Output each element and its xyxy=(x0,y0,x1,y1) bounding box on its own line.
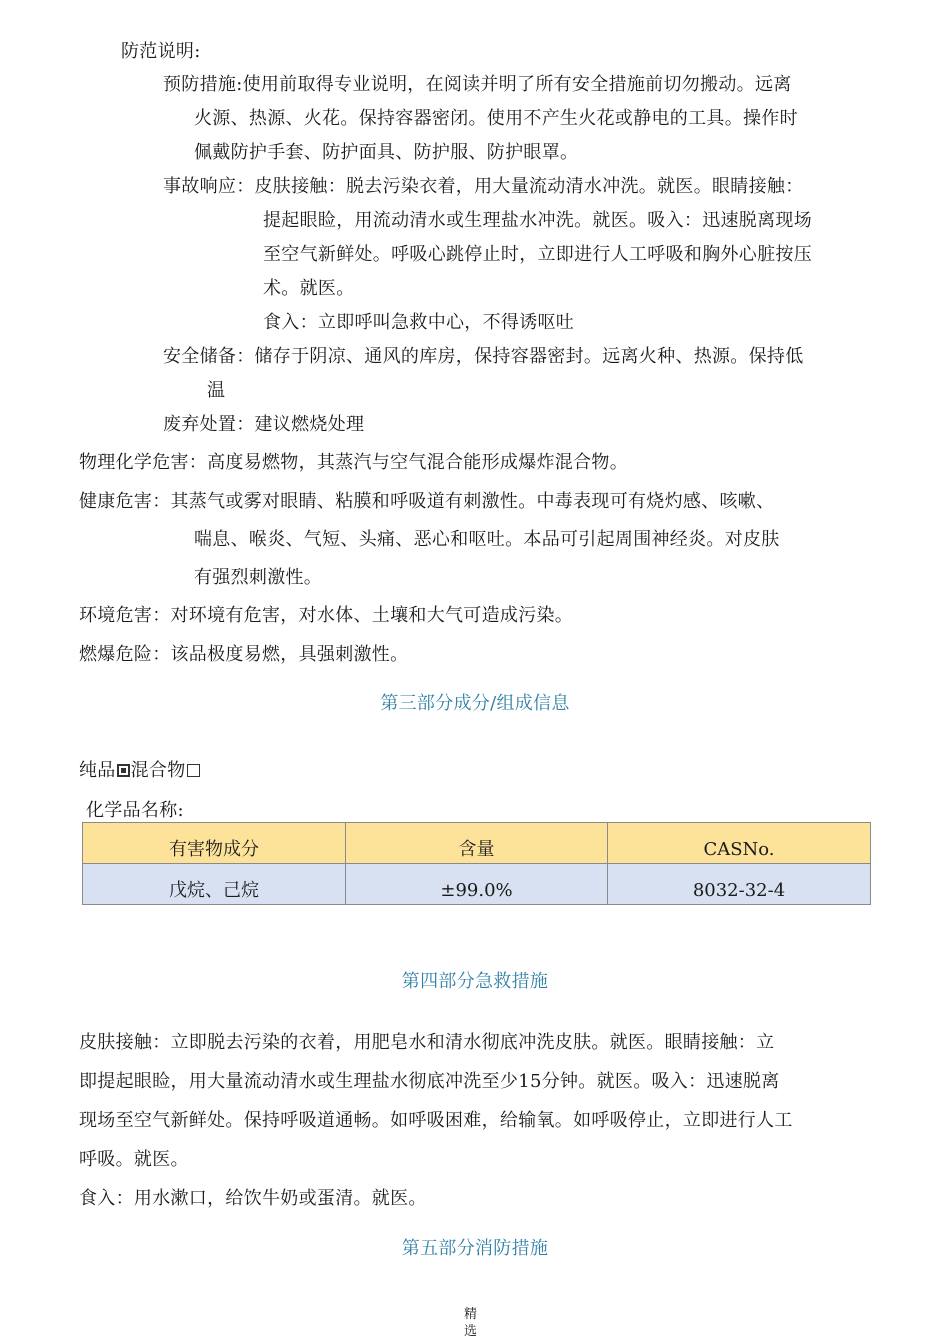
cell-cas: 8032-32-4 xyxy=(608,864,871,905)
precaution-title: 防范说明: xyxy=(121,41,201,62)
pure-label: 纯品 xyxy=(79,760,116,781)
section3-heading: 第三部分成分/组成信息 xyxy=(380,693,570,714)
prevention-line-3: 佩戴防护手套、防护面具、防护服、防护眼罩。 xyxy=(194,142,579,163)
prevention-line-1: 预防措施:使用前取得专业说明，在阅读并明了所有安全措施前切勿搬动。远离 xyxy=(163,74,792,95)
first-aid-line-3: 现场至空气新鲜处。保持呼吸道通畅。如呼吸困难，给输氧。如呼吸停止，立即进行人工 xyxy=(79,1110,793,1131)
table-header-row xyxy=(83,823,871,864)
footer-mark-2: 选 xyxy=(464,1324,478,1339)
first-aid-line-4: 呼吸。就医。 xyxy=(79,1149,189,1170)
header-component: 有害物成分 xyxy=(83,823,346,864)
health-hazard-line-1: 健康危害：其蒸气或雾对眼睛、粘膜和呼吸道有刺激性。中毒表现可有烧灼感、咳嗽、 xyxy=(79,491,775,512)
response-line-4: 术。就医。 xyxy=(263,278,355,299)
storage-line-2: 温 xyxy=(207,380,226,401)
response-line-2: 提起眼睑，用流动清水或生理盐水冲洗。就医。吸入：迅速脱离现场 xyxy=(263,210,812,231)
footer-mark-1: 精 xyxy=(464,1307,478,1322)
mixture-label: 混合物 xyxy=(130,760,186,781)
fire-hazard: 燃爆危险：该品极度易燃，具强刺激性。 xyxy=(79,644,409,665)
mixture-checkbox[interactable] xyxy=(187,764,200,777)
health-hazard-line-2: 喘息、喉炎、气短、头痛、恶心和呕吐。本品可引起周围神经炎。对皮肤 xyxy=(194,529,780,550)
response-line-3: 至空气新鲜处。呼吸心跳停止时，立即进行人工呼吸和胸外心脏按压 xyxy=(263,244,812,265)
first-aid-line-2: 即提起眼睑，用大量流动清水或生理盐水彻底冲洗至少15分钟。就医。吸入：迅速脱离 xyxy=(79,1071,780,1092)
ingestion-line: 食入：用水漱口，给饮牛奶或蛋清。就医。 xyxy=(79,1188,427,1209)
cell-content: ±99.0% xyxy=(346,864,608,905)
substance-type xyxy=(79,759,201,783)
physical-hazard: 物理化学危害：高度易燃物，其蒸汽与空气混合能形成爆炸混合物。 xyxy=(79,452,628,473)
disposal-line: 废弃处置：建议燃烧处理 xyxy=(163,414,365,435)
header-content: 含量 xyxy=(346,823,608,864)
storage-line-1: 安全储备：储存于阴凉、通风的库房，保持容器密封。远离火种、热源。保持低 xyxy=(163,346,804,367)
prevention-line-2: 火源、热源、火花。保持容器密闭。使用不产生火花或静电的工具。操作时 xyxy=(194,108,798,129)
header-cas: CASNo. xyxy=(608,823,871,864)
section4-heading: 第四部分急救措施 xyxy=(401,971,549,992)
first-aid-line-1: 皮肤接触：立即脱去污染的衣着，用肥皂水和清水彻底冲洗皮肤。就医。眼睛接触：立 xyxy=(79,1032,775,1053)
pure-checkbox[interactable] xyxy=(117,764,130,777)
section5-heading: 第五部分消防措施 xyxy=(401,1238,549,1259)
response-line-1: 事故响应：皮肤接触：脱去污染衣着，用大量流动清水冲洗。就医。眼睛接触： xyxy=(163,176,804,197)
environment-hazard: 环境危害：对环境有危害，对水体、土壤和大气可造成污染。 xyxy=(79,605,574,626)
composition-table xyxy=(82,822,871,905)
chemical-name-label: 化学品名称: xyxy=(86,800,184,821)
cell-component: 戊烷、己烷 xyxy=(83,864,346,905)
response-line-5: 食入：立即呼叫急救中心，不得诱呕吐 xyxy=(263,312,575,333)
table-row xyxy=(83,864,871,905)
health-hazard-line-3: 有强烈刺激性。 xyxy=(194,567,323,588)
